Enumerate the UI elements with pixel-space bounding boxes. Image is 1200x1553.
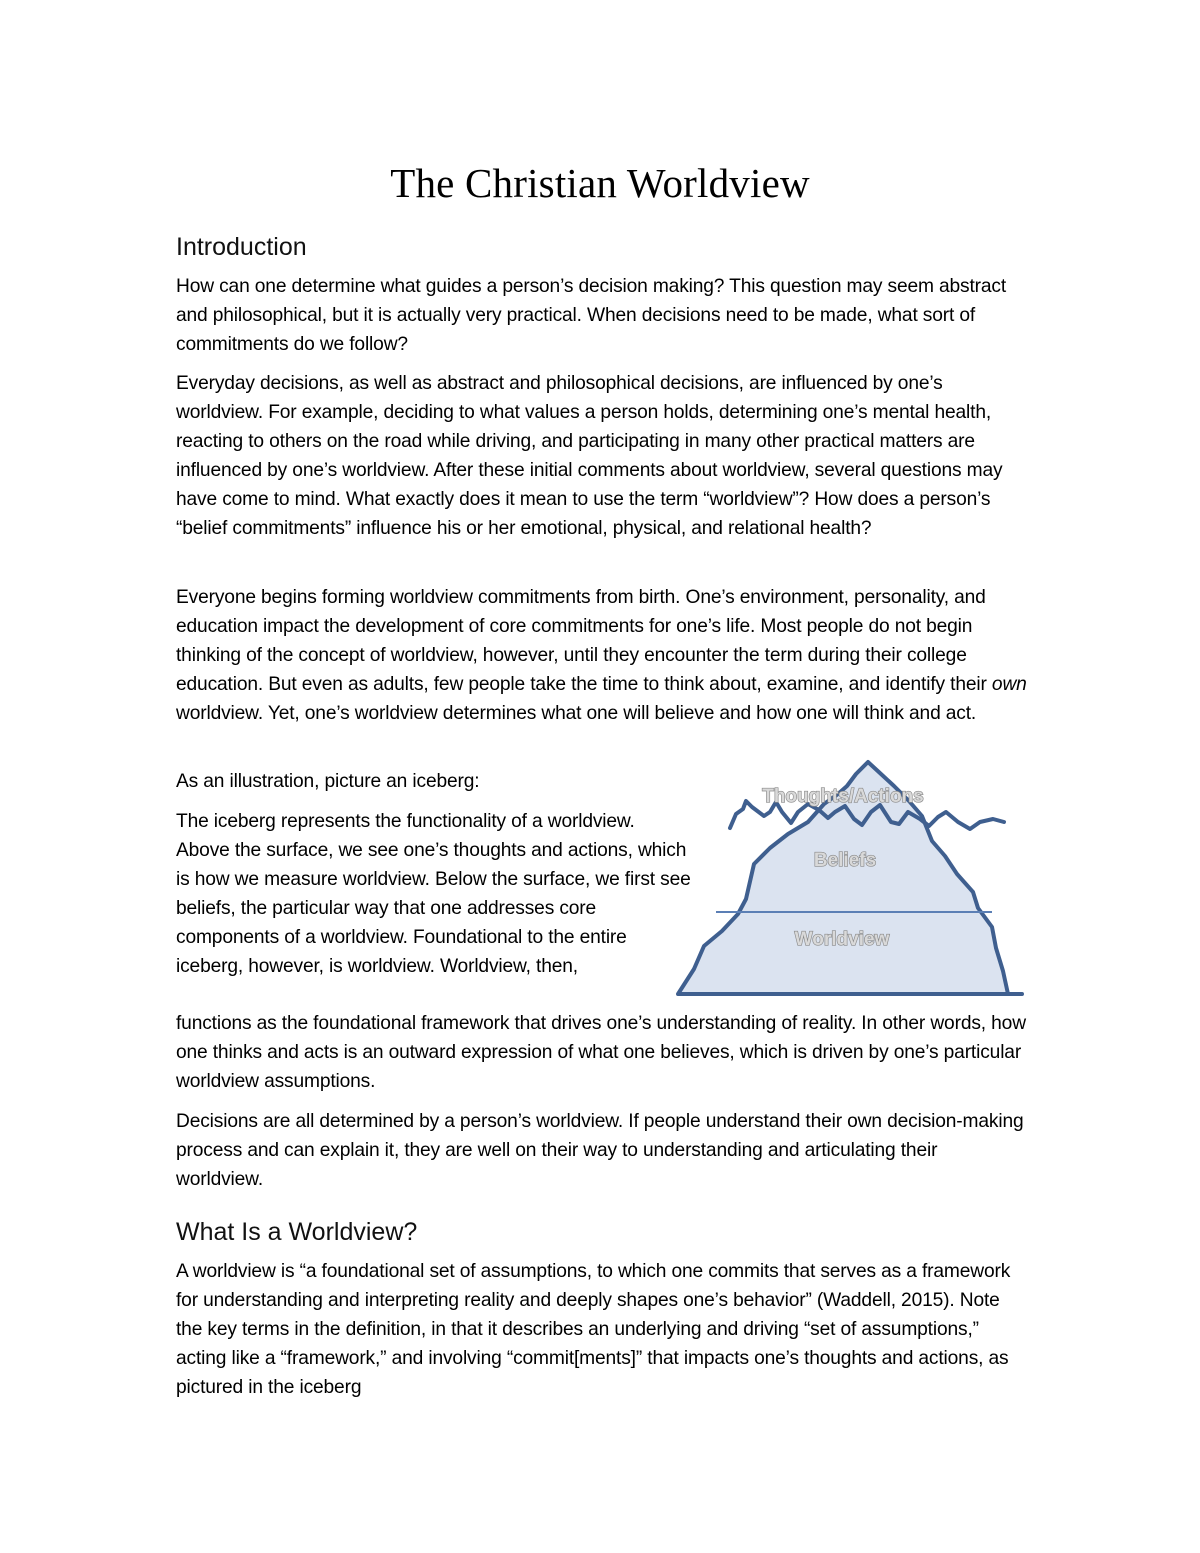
intro-paragraph-4: As an illustration, picture an iceberg:	[176, 771, 480, 792]
paragraph-text: worldview. Yet, one’s worldview determines what one will believe and how one will think and act.	[176, 703, 977, 725]
iceberg-label-beliefs: Beliefs	[813, 850, 877, 871]
iceberg-diagram	[666, 756, 1026, 998]
intro-paragraph-6: Decisions are all determined by a person’s worldview. If people understand their own decision-making process and can explain it, they are well on their way to understanding and articulating their worldview.	[176, 1111, 1024, 1191]
paragraph-text: Everyone begins forming worldview commitments from birth. One’s environment, personality, and education impact the development of core commitments for one’s life. Most people do not begin thinking of the concept of worldview, however, until they encounter the term during their college education. But even as adults, few people take the time to think about, examine, and identify their	[176, 587, 992, 696]
iceberg-label-thoughts-actions: Thoughts/Actions	[762, 786, 924, 807]
iceberg-label-worldview: Worldview	[794, 929, 890, 950]
emphasis-own: own	[991, 674, 1027, 696]
intro-paragraph-2: Everyday decisions, as well as abstract and philosophical decisions, are influenced by one’s worldview. For example, deciding to what values a person holds, determining one’s mental health, reacting to others on the road while driving, and participating in many other practical matters are influenced by one’s worldview. After these initial comments about worldview, several questions may have come to mind. What exactly does it mean to use the term “worldview”? How does a person’s “belief commitments” influence his or her emotional, physical, and relational health?	[176, 373, 1003, 540]
intro-paragraph-1: How can one determine what guides a person’s decision making? This question may seem abstract and philosophical, but it is actually very practical. When decisions need to be made, what sort of commitments do we follow?	[176, 276, 1007, 356]
intro-paragraph-3	[176, 583, 1028, 728]
heading-introduction: Introduction	[176, 233, 307, 261]
intro-paragraph-5-continued: functions as the foundational framework that drives one’s understanding of reality. In other words, how one thinks and acts is an outward expression of what one believes, which is driven by one’s particular worldview assumptions.	[176, 1013, 1026, 1093]
what-is-paragraph-1: A worldview is “a foundational set of assumptions, to which one commits that serves as a framework for understanding and interpreting reality and deeply shapes one’s behavior” (Waddell, 2015). Note the key terms in the definition, in that it describes an underlying and driving “set of assumptions,” acting like a “framework,” and involving “commit[ments]” that impacts one’s thoughts and actions, as pictured in the iceberg	[176, 1261, 1011, 1399]
heading-what-is-a-worldview: What Is a Worldview?	[176, 1218, 418, 1246]
intro-paragraph-5-wrapped: The iceberg represents the functionality of a worldview. Above the surface, we see one’s thoughts and actions, which is how we measure worldview. Below the surface, we first see beliefs, the particular way that one addresses core components of a worldview. Foundational to the entire iceberg, however, is worldview. Worldview, then,	[176, 811, 691, 978]
document-title: The Christian Worldview	[390, 160, 810, 206]
